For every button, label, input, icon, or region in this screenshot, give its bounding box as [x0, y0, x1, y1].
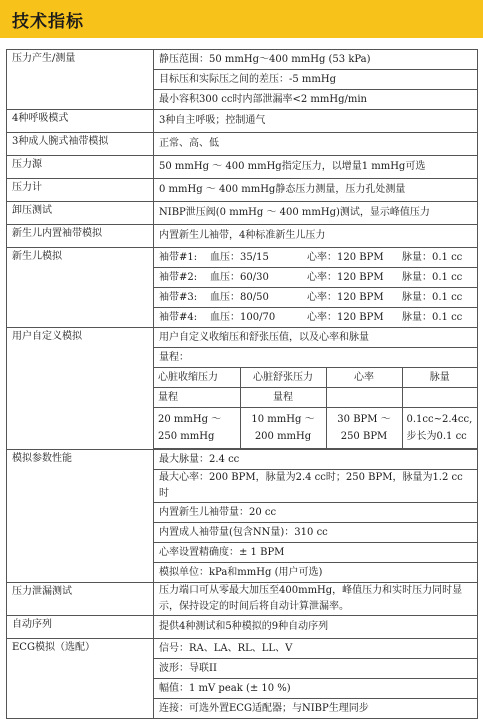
table-row: [7, 50, 478, 70]
range-value: 20 mmHg ～ 250 mmHg: [154, 408, 240, 449]
cuff-hr: 心率：120 BPM: [307, 271, 384, 283]
spec-value: 3种自主呼吸；控制通气: [154, 110, 478, 133]
section-title: 技术指标: [12, 12, 84, 32]
spec-value: 波形：导联II: [154, 659, 478, 679]
spec-value: 正常、高、低: [154, 133, 478, 156]
table-row: [7, 328, 478, 348]
spec-value: 幅值：1 mV peak (± 10 %): [154, 679, 478, 699]
spec-value: 提供4种测试和5种模拟的9种自动序列: [154, 616, 478, 639]
spec-value: 连接：可选外置ECG适配器；与NIBP生理同步: [154, 699, 478, 719]
cuff-name: 袖带#4:: [159, 311, 198, 323]
custom-range-cell: [154, 368, 478, 450]
table-row: [7, 179, 478, 202]
table-row: [7, 156, 478, 179]
spec-value: 心率设置精确度：± 1 BPM: [154, 543, 478, 563]
spec-value: 50 mmHg ～ 400 mmHg指定压力，以增量1 mmHg可选: [154, 156, 478, 179]
spec-label: 4种呼吸模式: [7, 110, 154, 133]
cuff-name: 袖带#3:: [159, 291, 198, 303]
table-row: [7, 616, 478, 639]
cuff-pulse: 脉量：0.1 cc: [402, 311, 463, 323]
range-value: 30 BPM ～ 250 BPM: [326, 408, 402, 449]
spec-label: 压力产生/测量: [7, 50, 154, 110]
spec-value: 信号：RA、LA、RL、LL、V: [154, 639, 478, 659]
spec-label: ECG模拟（选配）: [7, 639, 154, 719]
spec-label: 新生儿内置袖带模拟: [7, 225, 154, 248]
range-header: 脉量: [402, 368, 477, 388]
spec-value: 内置成人袖带量(包含NN量)：310 cc: [154, 523, 478, 543]
spec-value: 模拟单位：kPa和mmHg (用户可选): [154, 563, 478, 583]
spec-value: 压力端口可从零最大加压至400mmHg，峰值压力和实时压力同时显示，保持设定的时间后将自动计算泄漏率。: [154, 583, 478, 616]
spec-label: 压力泄漏测试: [7, 583, 154, 616]
spec-value: 0 mmHg ～ 400 mmHg静态压力测量，压力孔处测量: [154, 179, 478, 202]
spec-value: 量程：: [154, 348, 478, 368]
range-value: 0.1cc~2.4cc, 步长为0.1 cc: [402, 408, 477, 449]
table-row: [7, 110, 478, 133]
spec-label: 模拟参数性能: [7, 450, 154, 583]
spec-label: 用户自定义模拟: [7, 328, 154, 450]
table-row: [7, 133, 478, 156]
neonatal-row: [154, 248, 478, 268]
table-row: [7, 248, 478, 268]
range-sub: 量程: [240, 388, 326, 408]
range-sub: [402, 388, 477, 408]
spec-label: 3种成人腕式袖带模拟: [7, 133, 154, 156]
range-sub: 量程: [154, 388, 240, 408]
range-sub: [326, 388, 402, 408]
cuff-hr: 心率：120 BPM: [307, 291, 384, 303]
cuff-name: 袖带#2:: [159, 271, 198, 283]
cuff-hr: 心率：120 BPM: [307, 311, 384, 323]
section-header-bar: [0, 0, 483, 38]
table-row: [7, 202, 478, 225]
neonatal-row: [154, 308, 478, 328]
spec-value: NIBP泄压阀(0 mmHg ～ 400 mmHg)测试，显示峰值压力: [154, 202, 478, 225]
cuff-pulse: 脉量：0.1 cc: [402, 271, 463, 283]
cuff-bp: 血压：60/30: [210, 271, 269, 283]
table-row: [7, 450, 478, 470]
spec-label: 新生儿模拟: [7, 248, 154, 328]
range-header: 心脏收缩压力: [154, 368, 240, 388]
range-header: 心率: [326, 368, 402, 388]
range-header: 心脏舒张压力: [240, 368, 326, 388]
spec-value: 用户自定义收缩压和舒张压值，以及心率和脉量: [154, 328, 478, 348]
cuff-hr: 心率：120 BPM: [307, 251, 384, 263]
spec-value: 内置新生儿袖带，4种标准新生儿压力: [154, 225, 478, 248]
neonatal-row: [154, 268, 478, 288]
spec-label: 压力源: [7, 156, 154, 179]
spec-value: 静压范围：50 mmHg～400 mmHg (53 kPa): [154, 50, 478, 70]
range-value: 10 mmHg ～ 200 mmHg: [240, 408, 326, 449]
spec-value: 内置新生儿袖带量：20 cc: [154, 503, 478, 523]
spec-label: 卸压测试: [7, 202, 154, 225]
spec-label: 压力计: [7, 179, 154, 202]
cuff-pulse: 脉量：0.1 cc: [402, 291, 463, 303]
spec-table: [6, 49, 478, 719]
cuff-pulse: 脉量：0.1 cc: [402, 251, 463, 263]
spec-value: 目标压和实际压之间的差压：-5 mmHg: [154, 70, 478, 90]
spec-value: 最大脉量：2.4 cc: [154, 450, 478, 470]
cuff-name: 袖带#1:: [159, 251, 198, 263]
table-row: [7, 639, 478, 659]
custom-range-table: [154, 368, 477, 449]
cuff-bp: 血压：80/50: [210, 291, 269, 303]
spec-value: 最大心率：200 BPM，脉量为2.4 cc时；250 BPM，脉量为1.2 cc时: [154, 470, 478, 503]
table-row: [7, 225, 478, 248]
cuff-bp: 血压：35/15: [210, 251, 269, 263]
spec-label: 自动序列: [7, 616, 154, 639]
spec-value: 最小容积300 cc时内部泄漏率<2 mmHg/min: [154, 90, 478, 110]
neonatal-row: [154, 288, 478, 308]
table-row: [7, 583, 478, 616]
cuff-bp: 血压：100/70: [210, 311, 276, 323]
